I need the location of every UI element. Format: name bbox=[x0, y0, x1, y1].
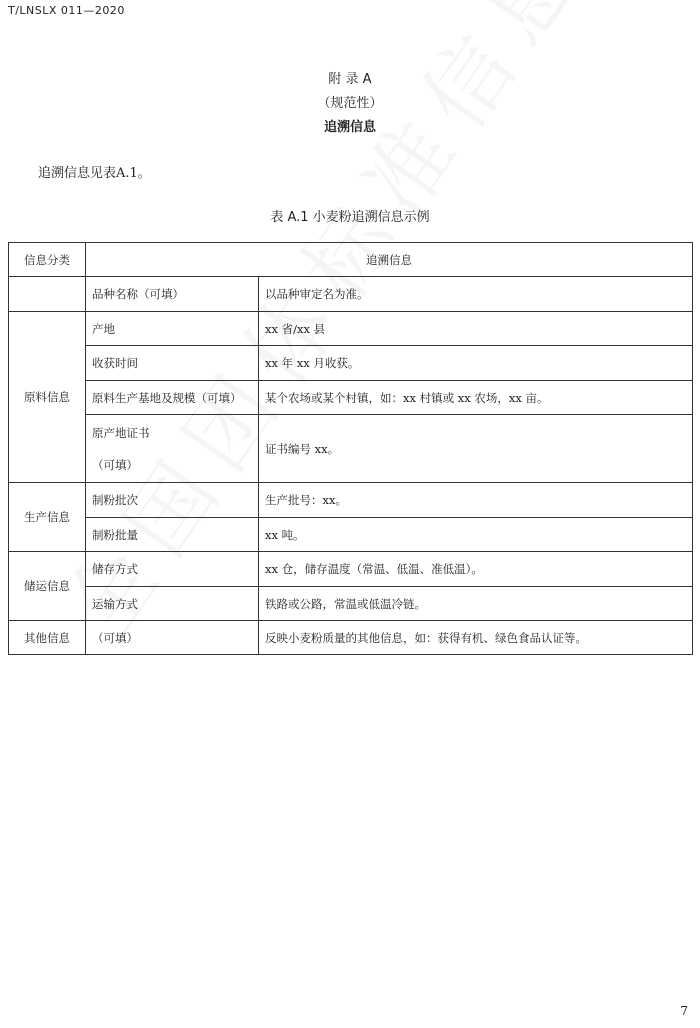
appendix-heading: 追溯信息 bbox=[323, 120, 376, 135]
item-value: xx 仓，储存温度（常温、低温、准低温）。 bbox=[259, 552, 693, 587]
item-name: 制粉批量 bbox=[86, 518, 259, 552]
table-row bbox=[9, 312, 693, 346]
item-name: 品种名称（可填） bbox=[86, 277, 259, 312]
item-value: xx 年 xx 月收获。 bbox=[259, 346, 693, 381]
item-value: 反映小麦粉质量的其他信息，如：获得有机、绿色食品认证等。 bbox=[259, 621, 693, 655]
item-name: 原料生产基地及规模（可填） bbox=[86, 381, 259, 415]
table-row bbox=[9, 587, 693, 621]
table-row bbox=[9, 381, 693, 415]
category-cell-empty bbox=[9, 277, 86, 312]
page-number: 7 bbox=[680, 1004, 688, 1018]
item-value: 生产批号：xx。 bbox=[259, 483, 693, 518]
category-other: 其他信息 bbox=[9, 621, 86, 655]
item-name: 产地 bbox=[86, 312, 259, 346]
category-raw: 原料信息 bbox=[9, 312, 86, 483]
table-row bbox=[9, 415, 693, 483]
item-value: 某个农场或某个村镇，如：xx 村镇或 xx 农场，xx 亩。 bbox=[259, 381, 693, 415]
item-value: 证书编号 xx。 bbox=[259, 415, 693, 483]
item-name-line: （可填） bbox=[92, 457, 138, 472]
category-production: 生产信息 bbox=[9, 483, 86, 552]
header-info: 追溯信息 bbox=[86, 243, 693, 277]
appendix-title: 附 录 A bbox=[328, 72, 372, 87]
item-name: 收获时间 bbox=[86, 346, 259, 381]
table-row bbox=[9, 483, 693, 518]
item-name-line: 原产地证书 bbox=[92, 425, 150, 440]
item-name: 储存方式 bbox=[86, 552, 259, 587]
item-name: 运输方式 bbox=[86, 587, 259, 621]
table-title: 表 A.1 小麦粉追溯信息示例 bbox=[270, 210, 430, 225]
category-storage: 储运信息 bbox=[9, 552, 86, 621]
intro-text: 追溯信息见表A.1。 bbox=[38, 166, 151, 181]
table-row bbox=[9, 277, 693, 312]
table-row bbox=[9, 518, 693, 552]
table-header-row bbox=[9, 243, 693, 277]
item-value: 以品种审定名为准。 bbox=[259, 277, 693, 312]
item-value: xx 省/xx 县 bbox=[259, 312, 693, 346]
item-value: 铁路或公路，常温或低温冷链。 bbox=[259, 587, 693, 621]
item-name: （可填） bbox=[86, 621, 259, 655]
header-category: 信息分类 bbox=[9, 243, 86, 277]
document-code: T/LNSLX 011—2020 bbox=[8, 4, 125, 17]
item-name bbox=[86, 415, 259, 483]
trace-info-table bbox=[8, 242, 693, 655]
item-value: xx 吨。 bbox=[259, 518, 693, 552]
appendix-subtitle: （规范性） bbox=[317, 96, 383, 111]
item-name: 制粉批次 bbox=[86, 483, 259, 518]
table-row bbox=[9, 621, 693, 655]
table-row bbox=[9, 552, 693, 587]
table-row bbox=[9, 346, 693, 381]
